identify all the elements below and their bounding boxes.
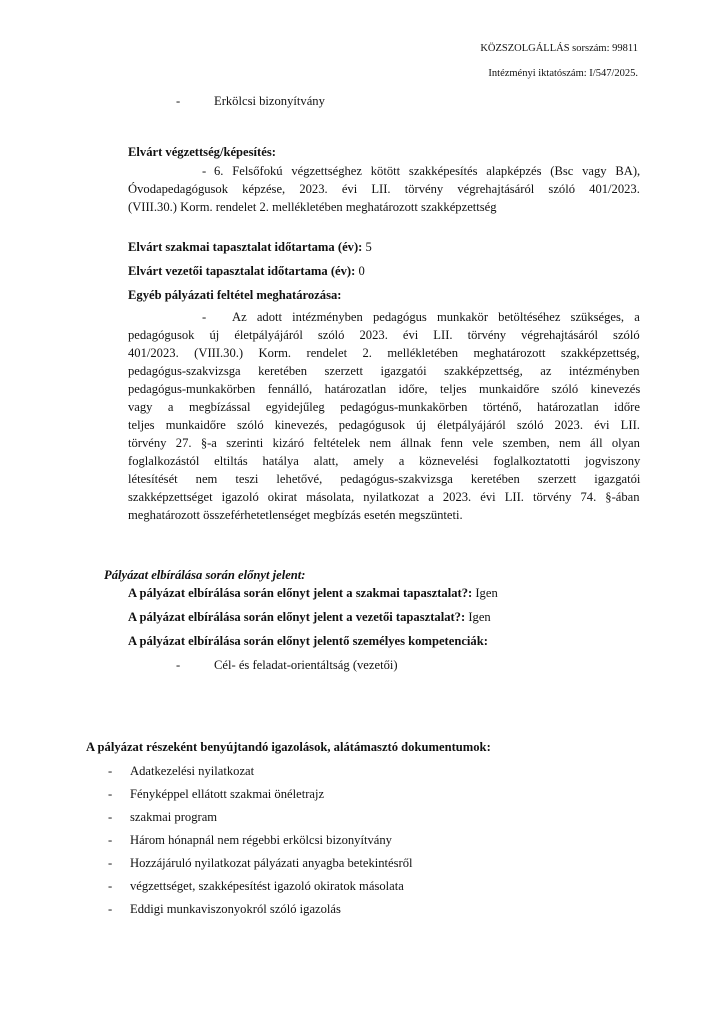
dash-bullet: - <box>108 856 113 870</box>
professional-experience-value: 5 <box>365 240 372 254</box>
professional-experience-label: Elvárt szakmai tapasztalat időtartama (év): <box>128 240 363 254</box>
document-item: Fényképpel ellátott szakmai önéletrajz <box>130 787 325 801</box>
competency-text: Cél- és feladat-orientáltság (vezetői) <box>214 658 398 672</box>
management-experience-row <box>128 262 365 280</box>
education-line-2: Óvodapedagógusok képzése, 2023. évi LII. törvény végrehajtásáról szóló 401/2023. <box>128 182 640 196</box>
education-heading: Elvárt végzettség/képesítés: <box>128 145 276 159</box>
document-item: szakmai program <box>130 810 218 824</box>
document-serial-number: KÖZSZOLGÁLLÁS sorszám: 99811 <box>480 43 638 54</box>
professional-experience-row <box>128 238 372 256</box>
dash-bullet: - <box>176 94 181 108</box>
other-line-10: létesítését nem teszi lehetővé, pedagógus-szakvizsga keretében szerzett igazgatói <box>128 472 641 486</box>
dash-bullet: - <box>108 787 113 801</box>
documents-heading: A pályázat részeként benyújtandó igazolások, alátámasztó dokumentumok: <box>86 740 491 754</box>
management-experience-label: Elvárt vezetői tapasztalat időtartama (év): <box>128 264 356 278</box>
document-item: Adatkezelési nyilatkozat <box>130 764 255 778</box>
advantage-professional-row <box>128 584 498 602</box>
dash-bullet: - <box>108 833 113 847</box>
other-line-2: pedagógusok új életpályájáról szóló 2023. évi LII. törvény végrehajtásáról szóló <box>128 328 640 342</box>
other-conditions-heading: Egyéb pályázati feltétel meghatározása: <box>128 288 342 302</box>
other-line-4: pedagógus-szakvizsga keretében szerzett igazgatói szakképzettség, az intézményben <box>128 364 640 378</box>
other-line-8: törvény 27. §-a szerinti kizáró feltételek nem állnak fenn vele szemben, nem áll olyan <box>128 436 640 450</box>
filing-number: Intézményi iktatószám: I/547/2025. <box>488 68 638 79</box>
dash-bullet: - <box>202 164 207 178</box>
dash-bullet: - <box>202 310 207 324</box>
document-item: Három hónapnál nem régebbi erkölcsi bizonyítvány <box>130 833 392 847</box>
dash-bullet: - <box>108 902 113 916</box>
competencies-label: A pályázat elbírálása során előnyt jelentő személyes kompetenciák: <box>128 634 488 648</box>
advantage-management-row <box>128 608 491 626</box>
other-line-7: teljes munkaidőre szóló kinevezés, pedagógusok új életpályájáról szóló 2023. évi LII. <box>128 418 640 432</box>
advantage-management-value: Igen <box>468 610 491 624</box>
advantage-professional-value: Igen <box>475 586 498 600</box>
document-item: végzettséget, szakképesítést igazoló okiratok másolata <box>130 879 404 893</box>
advantages-heading: Pályázat elbírálása során előnyt jelent: <box>104 568 306 582</box>
document-item: Eddigi munkaviszonyokról szóló igazolás <box>130 902 341 916</box>
other-line-11: szakképzettséget igazoló okirat másolata, nyilatkozat a 2023. évi LII. törvény 74. §-ában <box>128 490 640 504</box>
other-line-6: vagy a megbízással egyidejűleg pedagógus-munkakörben történő, határozatlan időre <box>128 400 640 414</box>
dash-bullet: - <box>108 810 113 824</box>
education-line-1: 6. Felsőfokú végzettséghez kötött szakképesítés alapképzés (Bsc vagy BA), <box>214 164 641 178</box>
top-item-text: Erkölcsi bizonyítvány <box>214 94 325 108</box>
dash-bullet: - <box>176 658 181 672</box>
dash-bullet: - <box>108 879 113 893</box>
management-experience-value: 0 <box>358 264 365 278</box>
advantage-management-label: A pályázat elbírálása során előnyt jelent a vezetői tapasztalat?: <box>128 610 466 624</box>
other-line-12: meghatározott összeférhetetlenséget megbízás esetén megszünteti. <box>128 508 463 522</box>
other-line-9: foglalkozástól eltiltás hatálya alatt, amely a köznevelési foglalkoztatotti jogviszony <box>128 454 641 468</box>
education-line-3: (VIII.30.) Korm. rendelet 2. mellékletében meghatározott szakképzettség <box>128 200 497 214</box>
dash-bullet: - <box>108 764 113 778</box>
document-item: Hozzájáruló nyilatkozat pályázati anyagba betekintésről <box>130 856 413 870</box>
other-line-1: Az adott intézményben pedagógus munkakör betöltéséhez szükséges, a <box>232 310 640 324</box>
other-line-3: 401/2023. (VIII.30.) Korm. rendelet 2. mellékletében meghatározott szakképzettség, <box>128 346 640 360</box>
advantage-professional-label: A pályázat elbírálása során előnyt jelent a szakmai tapasztalat?: <box>128 586 473 600</box>
other-line-5: pedagógus-munkakörben fennálló, határozatlan időre, teljes munkaidőre szóló kinevezés <box>128 382 641 396</box>
